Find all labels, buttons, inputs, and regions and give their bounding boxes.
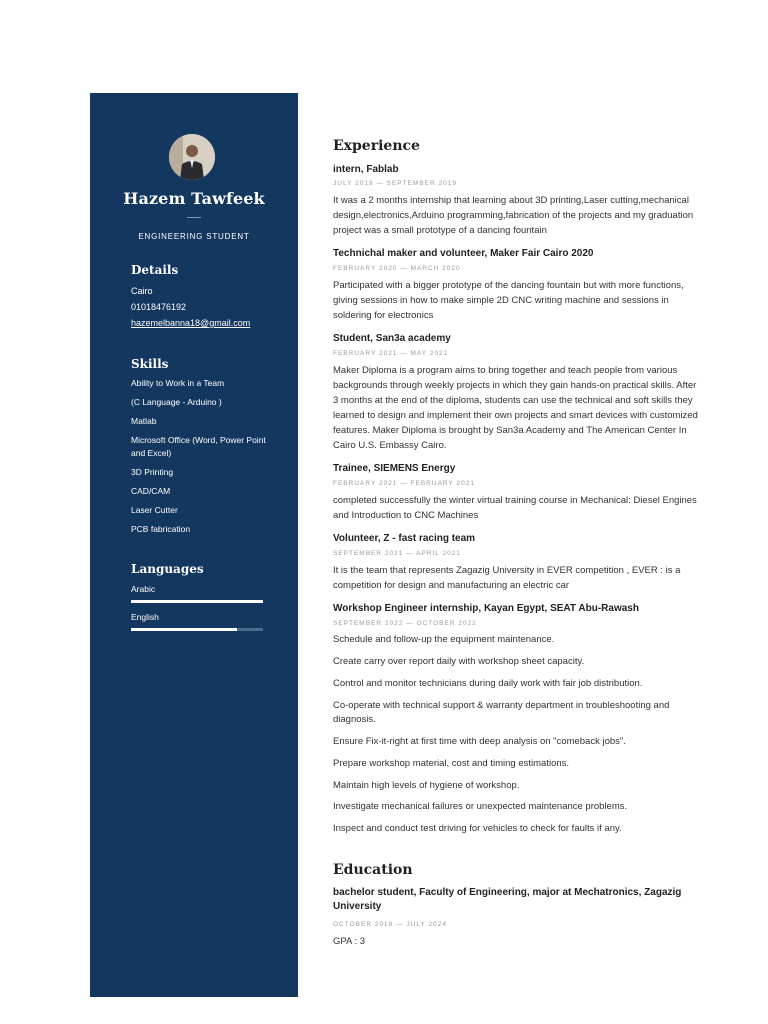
education-dates: OCTOBER 2019 — JULY 2024 xyxy=(333,921,447,928)
education-gpa: GPA : 3 xyxy=(333,936,366,947)
email-link[interactable]: hazemelbanna18@gmail.com xyxy=(131,318,251,328)
job-description: Maker Diploma is a program aims to bring together and teach people from various backgrounds through weekly projects in which they gain hands-on practical skills. After 3 months at the end of the diploma, students can use the technical and soft skills they learned to design and implement their own projects and smart devices with customized features. Maker Diploma is brought by San3a Academy and The American Center In Cairo U.S. Embassy Cairo. xyxy=(333,365,698,451)
job-duty: Co-operate with technical support & warranty department in troubleshooting and diagnosis. xyxy=(333,700,670,725)
skill-item: 3D Printing xyxy=(131,467,174,477)
details-heading: Details xyxy=(131,263,179,277)
job-description: It was a 2 months internship that learning about 3D printing,Laser cutting,mechanical design,electronics,Arduino programming,fabrication of the projects and my graduation project was a small prototype of a dancing fountain xyxy=(333,195,694,236)
avatar xyxy=(169,134,215,180)
detail-phone: 01018476192 xyxy=(131,302,187,312)
skill-item: Ability to Work in a Team xyxy=(131,378,225,388)
job-description: It is the team that represents Zagazig University in EVER competition , EVER : is a competition for design and manufacturing an electric car xyxy=(333,565,681,591)
job-dates: FEBRUARY 2020 — MARCH 2020 xyxy=(333,265,461,272)
skills-heading: Skills xyxy=(131,357,169,371)
job-duty: Inspect and conduct test driving for vehicles to check for faults if any. xyxy=(333,823,622,834)
person-name: Hazem Tawfeek xyxy=(123,189,265,208)
job-duty: Ensure Fix-it-right at first time with deep analysis on "comeback jobs". xyxy=(333,736,626,747)
job-dates: SEPTEMBER 2021 — APRIL 2021 xyxy=(333,550,461,557)
divider xyxy=(187,217,201,218)
language-name: Arabic xyxy=(131,584,156,594)
skill-item: Microsoft Office (Word, Power Point and Excel) xyxy=(131,435,266,458)
job-description: Participated with a bigger prototype of the dancing fountain but with more functions, giving sessions in how to make simple 2D CNC writing machine and sessions in soldering for electronics xyxy=(333,280,684,321)
language-level-bar xyxy=(131,600,263,603)
job-duty: Create carry over report daily with workshop sheet capacity. xyxy=(333,656,585,667)
skill-item: PCB fabrication xyxy=(131,524,191,534)
languages-heading: Languages xyxy=(131,562,204,576)
role-title: ENGINEERING STUDENT xyxy=(138,232,250,241)
skill-item: (C Language - Arduino ) xyxy=(131,397,222,407)
experience-heading: Experience xyxy=(333,138,420,154)
job-duty: Control and monitor technicians during daily work with fair job distribution. xyxy=(333,678,643,689)
language-level-fill xyxy=(131,600,263,603)
skill-item: Matlab xyxy=(131,416,157,426)
job-description: completed successfully the winter virtual training course in Mechanical: Diesel Engines and Introduction to CNC Machines xyxy=(333,495,697,521)
job-title: Student, San3a academy xyxy=(333,333,451,344)
sidebar xyxy=(90,93,298,997)
job-dates: SEPTEMBER 2022 — OCTOBER 2022 xyxy=(333,620,477,627)
skill-item: Laser Cutter xyxy=(131,505,178,515)
job-title: Volunteer, Z - fast racing team xyxy=(333,533,476,544)
job-dates: FEBRUARY 2021 — FEBRUARY 2021 xyxy=(333,480,475,487)
job-duty: Maintain high levels of hygiene of workshop. xyxy=(333,780,520,791)
job-dates: FEBRUARY 2021 — MAY 2021 xyxy=(333,350,449,357)
job-title: Technichal maker and volunteer, Maker Fair Cairo 2020 xyxy=(333,248,594,259)
skill-item: CAD/CAM xyxy=(131,486,171,496)
language-level-fill xyxy=(131,628,237,631)
job-title: Workshop Engineer internship, Kayan Egypt, SEAT Abu-Rawash xyxy=(333,603,639,614)
job-duty: Prepare workshop material, cost and timing estimations. xyxy=(333,758,570,769)
education-heading: Education xyxy=(333,862,413,878)
job-dates: JULY 2019 — SEPTEMBER 2019 xyxy=(333,180,458,187)
education-title: bachelor student, Faculty of Engineering, major at Mechatronics, Zagazig University xyxy=(333,887,682,912)
job-title: intern, Fablab xyxy=(333,164,399,175)
job-duty: Investigate mechanical failures or unexpected maintenance problems. xyxy=(333,801,628,812)
job-title: Trainee, SIEMENS Energy xyxy=(333,463,456,474)
detail-city: Cairo xyxy=(131,286,153,296)
language-level-bar xyxy=(131,628,263,631)
job-duty: Schedule and follow-up the equipment maintenance. xyxy=(333,634,555,645)
language-name: English xyxy=(131,612,159,622)
